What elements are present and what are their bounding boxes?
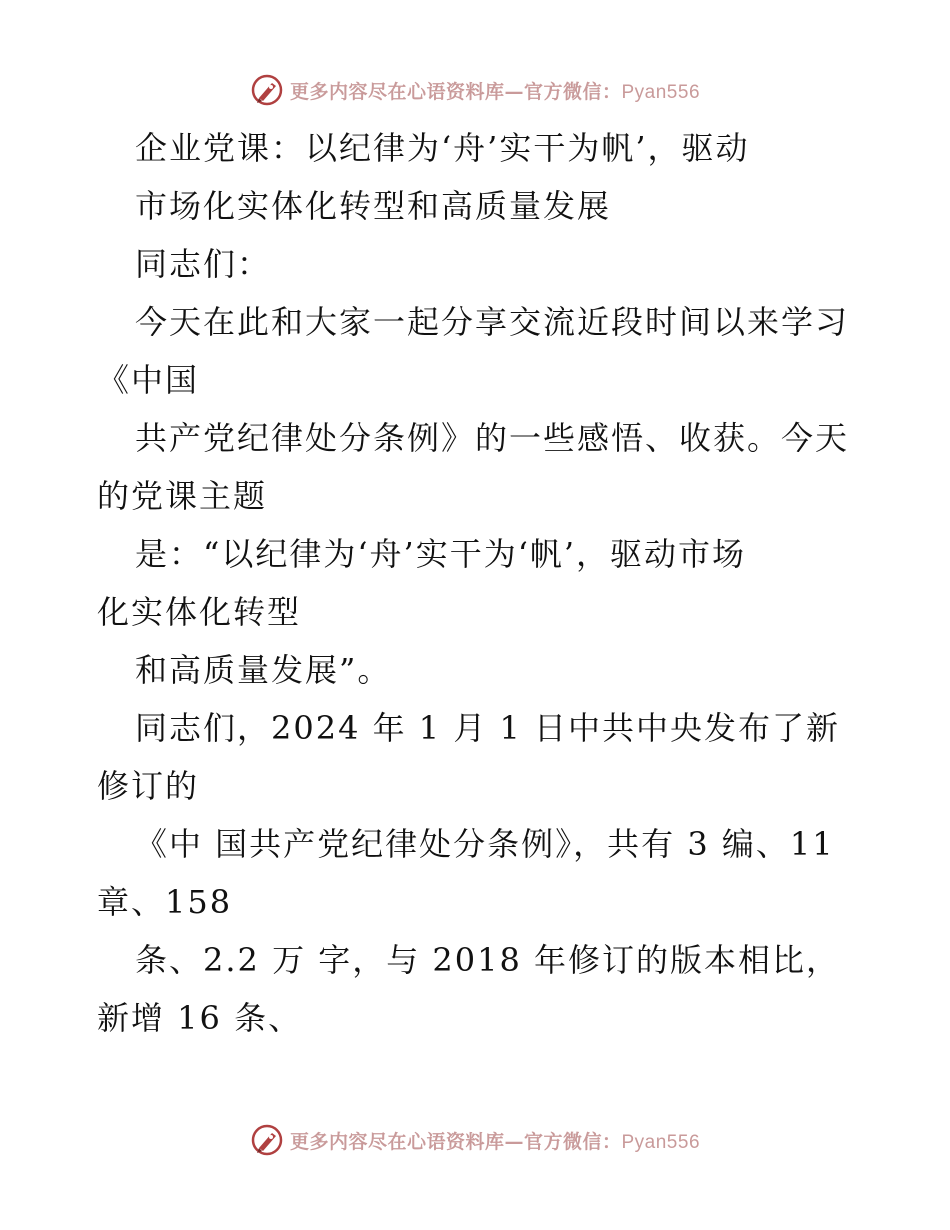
- pen-seal-icon: [250, 73, 284, 107]
- pen-seal-icon: [250, 1123, 284, 1157]
- paragraph-line: 章、158: [97, 883, 233, 921]
- paragraph-line: 化实体化转型: [97, 593, 302, 631]
- paragraph-line: 的党课主题: [97, 477, 268, 515]
- title-line-1: 企业党课：以纪律为‘舟’实干为帆’，驱动: [135, 129, 750, 167]
- paragraph-line: 共产党纪律处分条例》的一些感悟、收获。今天: [135, 419, 850, 457]
- paragraph-line: 今天在此和大家一起分享交流近段时间以来学习: [135, 303, 850, 341]
- paragraph-line: 和高质量发展”。: [135, 651, 392, 689]
- watermark-wechat-id: Pyan556: [621, 81, 701, 103]
- paragraph-line: 同志们，2024 年 1 月 1 日中共中央发布了新: [135, 709, 841, 747]
- watermark-inner: [250, 73, 700, 107]
- watermark-banner-bottom: [0, 1120, 950, 1160]
- paragraph-line: 《中 国共产党纪律处分条例》，共有 3 编、11: [135, 825, 835, 863]
- paragraph-line: 新增 16 条、: [97, 999, 303, 1037]
- paragraph-line: 修订的: [97, 767, 200, 805]
- salutation: 同志们：: [135, 245, 272, 283]
- watermark-banner-top: [0, 70, 950, 110]
- paragraph-line: 条、2.2 万 字，与 2018 年修订的版本相比，: [135, 941, 841, 979]
- paragraph-line: 《中国: [97, 361, 200, 399]
- watermark-inner: [250, 1123, 700, 1157]
- watermark-text: 更多内容尽在心语资料库—官方微信：Pyan556: [289, 1130, 701, 1153]
- watermark-wechat-id: Pyan556: [621, 1131, 701, 1153]
- title-line-2: 市场化实体化转型和高质量发展: [135, 187, 612, 225]
- watermark-text: 更多内容尽在心语资料库—官方微信：Pyan556: [289, 80, 701, 103]
- paragraph-line: 是：“以纪律为‘舟’实干为‘帆’，驱动市场: [135, 535, 747, 573]
